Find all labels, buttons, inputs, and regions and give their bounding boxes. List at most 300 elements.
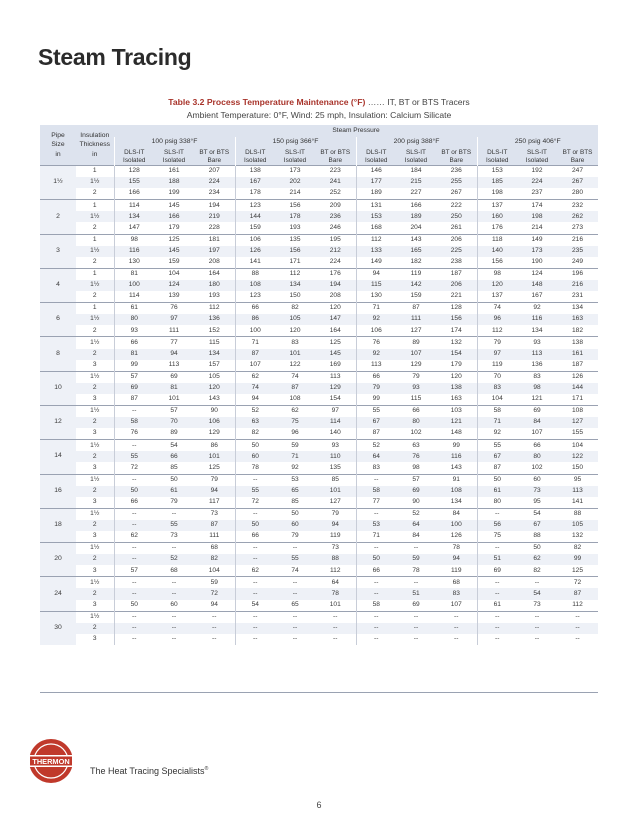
temperature-cell: 88: [235, 268, 275, 280]
temperature-cell: 206: [436, 234, 477, 246]
table-row: [40, 462, 598, 474]
temperature-cell: --: [275, 543, 315, 555]
temperature-cell: 97: [315, 405, 356, 417]
thermon-logo: [28, 738, 74, 784]
temperature-cell: 68: [194, 543, 235, 555]
temperature-cell: 61: [114, 303, 154, 315]
temperature-cell: 98: [114, 234, 154, 246]
temperature-cell: --: [356, 634, 396, 645]
temperature-cell: 82: [557, 543, 598, 555]
temperature-cell: 93: [114, 325, 154, 337]
table-row: [40, 486, 598, 497]
temperature-cell: --: [557, 623, 598, 634]
temperature-cell: 209: [315, 200, 356, 212]
temperature-cell: 139: [168, 292, 180, 300]
temperature-cell: 176: [315, 268, 356, 280]
temperature-cell: --: [356, 577, 396, 589]
temperature-cell: 179: [168, 223, 180, 231]
temperature-cell: --: [454, 635, 459, 643]
temperature-cell: 125: [154, 234, 194, 246]
temperature-cell: 83: [477, 383, 517, 394]
temperature-cell: --: [557, 611, 598, 623]
temperature-cell: 231: [572, 292, 584, 300]
temperature-cell: 148: [517, 280, 557, 291]
insulation-cell: 2: [92, 189, 97, 197]
temperature-cell: 65: [291, 600, 299, 608]
temperature-cell: 101: [168, 395, 180, 403]
ins-header-line2: Thickness: [79, 141, 111, 149]
temperature-cell: 104: [154, 268, 194, 280]
temperature-cell: 79: [477, 337, 517, 349]
temperature-cell: 235: [557, 246, 598, 257]
temperature-cell: 247: [557, 166, 598, 178]
temperature-cell: 76: [114, 428, 154, 440]
temperature-cell: 216: [557, 234, 598, 246]
temperature-cell: 66: [396, 405, 436, 417]
temperature-cell: --: [356, 588, 396, 599]
temperature-cell: 55: [275, 554, 315, 565]
temperature-cell: 66: [114, 337, 154, 349]
insulation-cell: 3: [92, 600, 97, 608]
temperature-cell: 140: [329, 429, 341, 437]
tracer-type-header: [396, 148, 436, 166]
table-row: [40, 554, 598, 565]
pipe-size-cell: 12: [40, 405, 76, 439]
temperature-cell: 107: [531, 429, 543, 437]
temperature-cell: 106: [356, 325, 396, 337]
temperature-cell: 173: [275, 166, 315, 178]
temperature-cell: 224: [517, 177, 557, 188]
temperature-cell: 261: [450, 223, 462, 231]
tracer-type-mode: Isolated: [365, 156, 388, 164]
temperature-cell: --: [315, 611, 356, 623]
temperature-cell: 78: [315, 588, 356, 599]
insulation-cell: 2: [92, 292, 97, 300]
temperature-cell: 97: [477, 349, 517, 360]
temperature-cell: 224: [194, 177, 235, 188]
temperature-cell: 184: [396, 166, 436, 178]
temperature-cell: 69: [154, 371, 194, 383]
tracer-type-mode: Bare: [328, 156, 342, 164]
insulation-cell: 2: [92, 326, 97, 334]
temperature-cell: --: [114, 520, 154, 531]
temperature-cell: 54: [517, 588, 557, 599]
temperature-cell: 59: [275, 440, 315, 452]
temperature-cell: 238: [450, 258, 462, 265]
temperature-cell: 125: [572, 566, 584, 574]
temperature-cell: 215: [396, 177, 436, 188]
temperature-cell: 159: [168, 258, 180, 265]
temperature-cell: --: [517, 577, 557, 589]
temperature-cell: 98: [477, 268, 517, 280]
temperature-cell: 83: [517, 371, 557, 383]
temperature-cell: 144: [557, 383, 598, 394]
temperature-cell: 86: [194, 440, 235, 452]
tracer-type-header: [436, 148, 477, 166]
temperature-cell: 69: [396, 486, 436, 497]
temperature-cell: 163: [450, 395, 462, 403]
temperature-cell: 142: [396, 280, 436, 291]
temperature-cell: --: [575, 635, 580, 643]
temperature-cell: 99: [114, 360, 154, 372]
insulation-cell: 2: [76, 417, 114, 428]
table-row: [40, 394, 598, 406]
temperature-cell: 104: [208, 566, 220, 574]
temperature-cell: 93: [517, 337, 557, 349]
tracer-type-mode: Isolated: [404, 156, 428, 164]
temperature-cell: 185: [477, 177, 517, 188]
temperature-cell: 252: [329, 189, 341, 197]
insulation-cell: 1½: [76, 474, 114, 486]
temperature-cell: --: [356, 623, 396, 634]
temperature-cell: 140: [477, 246, 517, 257]
temperature-cell: 66: [235, 303, 275, 315]
temperature-cell: 159: [235, 222, 275, 234]
temperature-cell: 130: [356, 291, 396, 303]
insulation-cell: 1½: [76, 177, 114, 188]
temperature-cell: 189: [396, 211, 436, 222]
temperature-cell: 126: [557, 371, 598, 383]
temperature-cell: --: [212, 635, 217, 643]
temperature-cell: 193: [289, 223, 301, 231]
temperature-cell: 227: [410, 189, 422, 197]
temperature-cell: 154: [436, 349, 477, 360]
pipe-size-cell: 18: [40, 508, 76, 542]
temperature-cell: 115: [194, 337, 235, 349]
temperature-cell: --: [292, 635, 298, 643]
temperature-cell: 73: [517, 486, 557, 497]
temperature-cell: 53: [356, 520, 396, 531]
temperature-cell: 71: [356, 531, 396, 543]
temperature-cell: 117: [208, 497, 220, 505]
tracer-type-name: DLS-IT: [487, 149, 508, 157]
temperature-cell: 145: [154, 246, 194, 257]
table-row: [40, 188, 598, 200]
temperature-cell: 179: [450, 360, 462, 368]
temperature-cell: 63: [396, 440, 436, 452]
tracer-type-name: DLS-IT: [245, 149, 266, 157]
pipe-header-line2: Size: [51, 141, 65, 149]
temperature-cell: --: [154, 611, 194, 623]
temperature-cell: 114: [114, 200, 154, 212]
pipe-size-cell: 6: [40, 303, 76, 337]
temperature-cell: 128: [436, 303, 477, 315]
temperature-cell: --: [275, 588, 315, 599]
temperature-cell: 66: [154, 451, 194, 462]
temperature-cell: 68: [436, 577, 477, 589]
temperature-cell: 67: [477, 451, 517, 462]
temperature-cell: 84: [412, 532, 420, 540]
temperature-cell: 79: [396, 371, 436, 383]
temperature-cell: 127: [557, 417, 598, 428]
temperature-cell: 208: [329, 292, 341, 300]
temperature-cell: --: [396, 611, 436, 623]
temperature-cell: 50: [154, 474, 194, 486]
temperature-cell: 156: [436, 314, 477, 325]
table-row: [40, 634, 598, 645]
temperature-cell: 119: [450, 566, 462, 574]
temperature-cell: 100: [436, 520, 477, 531]
tracer-type-mode: Isolated: [486, 156, 509, 164]
temperature-cell: 79: [356, 383, 396, 394]
tracer-type-name: BT or BTS: [320, 149, 351, 157]
temperature-cell: 156: [477, 257, 517, 269]
insulation-cell: 1: [76, 303, 114, 315]
temperature-cell: 113: [356, 360, 396, 372]
temperature-cell: 112: [572, 600, 583, 608]
pipe-size-header: [40, 125, 76, 166]
temperature-cell: 94: [194, 486, 235, 497]
tracer-type-mode: Bare: [570, 156, 585, 164]
temperature-cell: 71: [275, 451, 315, 462]
temperature-cell: --: [154, 508, 194, 520]
temperature-cell: 96: [291, 429, 299, 437]
temperature-cell: 223: [315, 166, 356, 178]
temperature-cell: 129: [315, 383, 356, 394]
temperature-cell: 152: [208, 326, 220, 334]
temperature-cell: 101: [194, 451, 235, 462]
temperature-cell: 206: [436, 280, 477, 291]
temperature-cell: --: [477, 508, 517, 520]
temperature-cell: 128: [114, 166, 154, 178]
temperature-cell: 61: [477, 486, 517, 497]
temperature-cell: 124: [517, 268, 557, 280]
temperature-cell: 79: [315, 508, 356, 520]
temperature-cell: 120: [477, 280, 517, 291]
temperature-cell: 163: [557, 314, 598, 325]
temperature-cell: 174: [517, 200, 557, 212]
temperature-cell: 124: [154, 280, 194, 291]
temperature-cell: 82: [235, 428, 275, 440]
temperature-cell: 208: [208, 258, 220, 265]
tracer-type-header: [557, 148, 598, 166]
temperature-cell: 138: [235, 166, 275, 178]
temperature-cell: --: [275, 577, 315, 589]
temperature-cell: 107: [450, 600, 462, 608]
temperature-cell: 107: [396, 349, 436, 360]
temperature-cell: 280: [572, 189, 584, 197]
temperature-cell: 81: [114, 268, 154, 280]
temperature-cell: 54: [154, 440, 194, 452]
temperature-cell: 62: [235, 565, 275, 577]
temperature-table: [40, 125, 598, 645]
temperature-cell: --: [477, 623, 517, 634]
temperature-cell: 92: [477, 428, 517, 440]
temperature-cell: 246: [329, 223, 341, 231]
table-row: [40, 268, 598, 280]
temperature-cell: 73: [194, 508, 235, 520]
temperature-cell: 125: [208, 463, 220, 471]
temperature-cell: --: [114, 405, 154, 417]
temperature-cell: 90: [194, 405, 235, 417]
temperature-cell: 66: [235, 531, 275, 543]
temperature-cell: 262: [557, 211, 598, 222]
temperature-cell: 150: [289, 292, 301, 300]
temperature-cell: 168: [356, 222, 396, 234]
temperature-cell: 102: [531, 463, 543, 471]
temperature-cell: 193: [208, 292, 220, 300]
insulation-cell: 3: [92, 360, 97, 368]
temperature-cell: 136: [531, 360, 543, 368]
table-row: [40, 360, 598, 372]
temperature-cell: 80: [517, 451, 557, 462]
temperature-cell: 118: [477, 234, 517, 246]
temperature-cell: 134: [557, 303, 598, 315]
temperature-cell: 182: [410, 258, 422, 265]
company-tagline: [90, 766, 208, 776]
temperature-cell: 55: [154, 520, 194, 531]
temperature-cell: 80: [396, 417, 436, 428]
table-row: [40, 588, 598, 599]
insulation-cell: 1½: [76, 440, 114, 452]
temperature-cell: 87: [114, 394, 154, 406]
table-title-suffix: …… IT, BT or BTS Tracers: [365, 97, 470, 107]
temperature-cell: 81: [114, 349, 154, 360]
insulation-cell: 1½: [76, 337, 114, 349]
temperature-cell: 159: [410, 292, 422, 300]
tracer-type-name: DLS-IT: [124, 149, 145, 157]
temperature-cell: 70: [477, 371, 517, 383]
temperature-cell: 150: [572, 463, 584, 471]
temperature-cell: 94: [356, 268, 396, 280]
table-row: [40, 611, 598, 623]
temperature-cell: 167: [531, 292, 543, 300]
temperature-cell: 88: [315, 554, 356, 565]
table-title: Process Temperature Maintenance (°F): [206, 97, 366, 107]
insulation-cell: 1: [76, 268, 114, 280]
temperature-cell: 123: [235, 200, 275, 212]
temperature-cell: 146: [356, 166, 396, 178]
temperature-cell: 73: [533, 600, 541, 608]
temperature-cell: 99: [356, 394, 396, 406]
temperature-cell: 67: [517, 520, 557, 531]
temperature-cell: 267: [450, 189, 462, 197]
temperature-cell: 111: [168, 326, 180, 334]
table-row: [40, 371, 598, 383]
temperature-cell: --: [413, 635, 419, 643]
table-row: [40, 405, 598, 417]
temperature-cell: --: [194, 623, 235, 634]
temperature-cell: --: [235, 543, 275, 555]
temperature-cell: 59: [194, 577, 235, 589]
temperature-cell: 149: [517, 234, 557, 246]
temperature-cell: 58: [356, 486, 396, 497]
pipe-size-cell: 16: [40, 474, 76, 508]
insulation-cell: 2: [76, 451, 114, 462]
temperature-cell: 134: [275, 280, 315, 291]
table-row: [40, 246, 598, 257]
temperature-cell: 66: [517, 440, 557, 452]
tracer-type-mode: Bare: [449, 156, 463, 164]
pipe-header-line1: Pipe: [51, 132, 65, 140]
tracer-type-header: [114, 148, 154, 166]
temperature-cell: 83: [436, 588, 477, 599]
temperature-cell: 82: [533, 566, 541, 574]
table-row: [40, 200, 598, 212]
tracer-type-name: SLS-IT: [285, 149, 305, 157]
temperature-cell: 104: [477, 394, 517, 406]
temperature-cell: 130: [114, 257, 154, 269]
temperature-cell: 178: [275, 211, 315, 222]
temperature-cell: 54: [235, 600, 275, 612]
temperature-cell: 214: [289, 189, 301, 197]
temperature-cell: 66: [356, 371, 396, 383]
temperature-cell: --: [235, 554, 275, 565]
pressure-header: 250 psig 406°F: [477, 137, 598, 148]
temperature-cell: 61: [477, 600, 517, 612]
temperature-cell: 87: [477, 462, 517, 474]
temperature-cell: --: [235, 623, 275, 634]
temperature-cell: 50: [275, 508, 315, 520]
temperature-cell: 92: [356, 314, 396, 325]
temperature-cell: 198: [517, 211, 557, 222]
temperature-cell: 116: [517, 314, 557, 325]
temperature-cell: 189: [356, 188, 396, 200]
temperature-cell: 138: [436, 383, 477, 394]
temperature-cell: 165: [396, 246, 436, 257]
temperature-cell: 149: [356, 257, 396, 269]
temperature-cell: 107: [235, 360, 275, 372]
temperature-cell: 222: [436, 200, 477, 212]
temperature-cell: 58: [356, 600, 396, 612]
temperature-cell: 51: [396, 588, 436, 599]
temperature-cell: 129: [208, 429, 220, 437]
temperature-cell: 126: [235, 246, 275, 257]
temperature-cell: 77: [154, 337, 194, 349]
temperature-cell: --: [235, 588, 275, 599]
temperature-cell: 132: [572, 532, 584, 540]
ins-header-line1: Insulation: [80, 132, 110, 140]
temperature-cell: 88: [557, 508, 598, 520]
temperature-cell: --: [114, 440, 154, 452]
temperature-cell: --: [477, 588, 517, 599]
temperature-cell: 125: [315, 337, 356, 349]
tracer-type-name: SLS-IT: [406, 149, 426, 157]
temperature-cell: 102: [410, 429, 422, 437]
temperature-cell: 104: [557, 440, 598, 452]
temperature-cell: 75: [275, 417, 315, 428]
temperature-cell: 167: [235, 177, 275, 188]
pipe-size-cell: 10: [40, 371, 76, 405]
temperature-cell: 101: [275, 349, 315, 360]
table-row: [40, 543, 598, 555]
temperature-cell: 113: [315, 371, 356, 383]
temperature-cell: 138: [557, 337, 598, 349]
table-row: [40, 211, 598, 222]
temperature-cell: 111: [209, 532, 220, 540]
temperature-cell: 93: [315, 440, 356, 452]
temperature-cell: 134: [114, 211, 154, 222]
pressure-header: 150 psig 366°F: [235, 137, 356, 148]
table-row: [40, 577, 598, 589]
temperature-cell: 161: [557, 349, 598, 360]
temperature-cell: 74: [235, 383, 275, 394]
pipe-size-cell: 2: [40, 200, 76, 234]
tracer-type-name: BT or BTS: [441, 149, 472, 157]
logo-text: THERMON: [32, 757, 70, 766]
temperature-cell: 82: [194, 554, 235, 565]
pipe-size-cell: 24: [40, 577, 76, 611]
pipe-size-cell: 8: [40, 337, 76, 371]
temperature-cell: 190: [531, 258, 543, 265]
table-row: [40, 222, 598, 234]
temperature-cell: --: [436, 611, 477, 623]
temperature-cell: --: [356, 611, 396, 623]
temperature-cell: 66: [114, 497, 154, 509]
temperature-cell: 105: [275, 314, 315, 325]
temperature-cell: 57: [396, 474, 436, 486]
temperature-cell: 106: [194, 417, 235, 428]
